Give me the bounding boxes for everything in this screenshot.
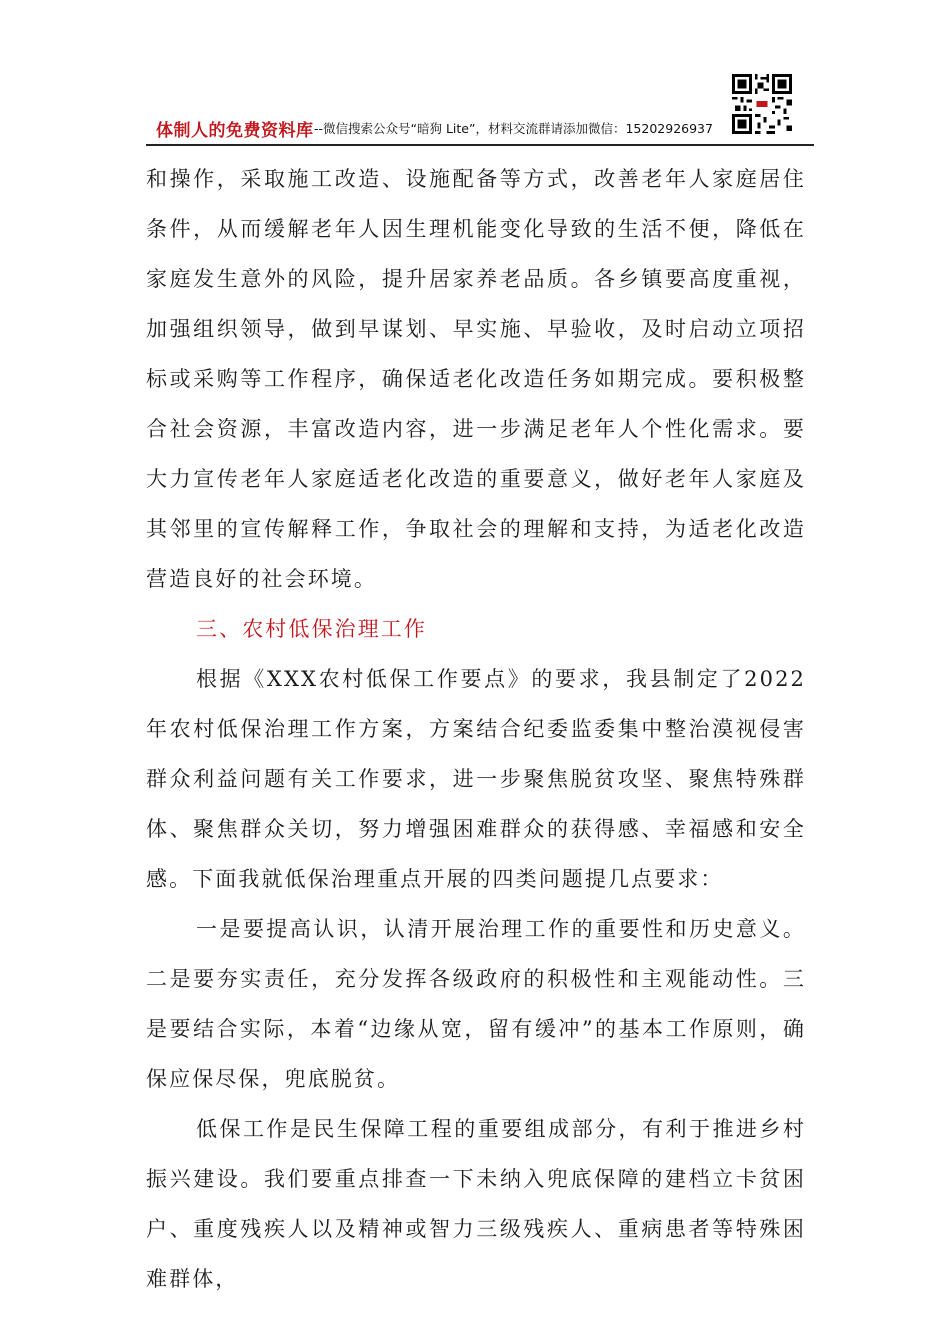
paragraph-1: 和操作，采取施工改造、设施配备等方式，改善老年人家庭居住条件，从而缓解老年人因生理机能变化导致的生活不便，降低在家庭发生意外的风险，提升居家养老品质。各乡镇要高度重视，加强组织领导，做到早谋划、早实施、早验收，及时启动立项招标或采购等工作程序，确保适老化改造任务如期完成。要积极整合社会资源，丰富改造内容，进一步满足老年人个性化需求。要大力宣传老年人家庭适老化改造的重要意义，做好老年人家庭及其邻里的宣传解释工作，争取社会的理解和支持，为适老化改造营造良好的社会环境。: [146, 167, 806, 591]
header-title: 体制人的免费资料库: [156, 121, 314, 141]
paragraph-3: 一是要提高认识，认清开展治理工作的重要性和历史意义。二是要夯实责任，充分发挥各级政府的积极性和主观能动性。三是要结合实际，本着“边缘从宽，留有缓冲”的基本工作原则，确保应保尽保，兜底脱贫。: [146, 917, 806, 1091]
page-header: [146, 116, 814, 146]
paragraph-4: 低保工作是民生保障工程的重要组成部分，有利于推进乡村振兴建设。我们要重点排查一下未纳入兜底保障的建档立卡贫困户、重度残疾人以及精神或智力三级残疾人、重病患者等特殊困难群体，: [146, 1117, 806, 1291]
section-heading-3: 三、农村低保治理工作: [196, 617, 427, 641]
header-subtitle: --微信搜索公众号“暗狗 Lite”，材料交流群请添加微信：15202926937: [314, 121, 713, 136]
paragraph-2: 根据《XXX农村低保工作要点》的要求，我县制定了2022年农村低保治理工作方案，方案结合纪委监委集中整治漠视侵害群众利益问题有关工作要求，进一步聚焦脱贫攻坚、聚焦特殊群体、聚焦群众关切，努力增强困难群众的获得感、幸福感和安全感。下面我就低保治理重点开展的四类问题提几点要求：: [146, 667, 806, 891]
header-divider: [146, 144, 814, 146]
document-body: [146, 154, 806, 1304]
